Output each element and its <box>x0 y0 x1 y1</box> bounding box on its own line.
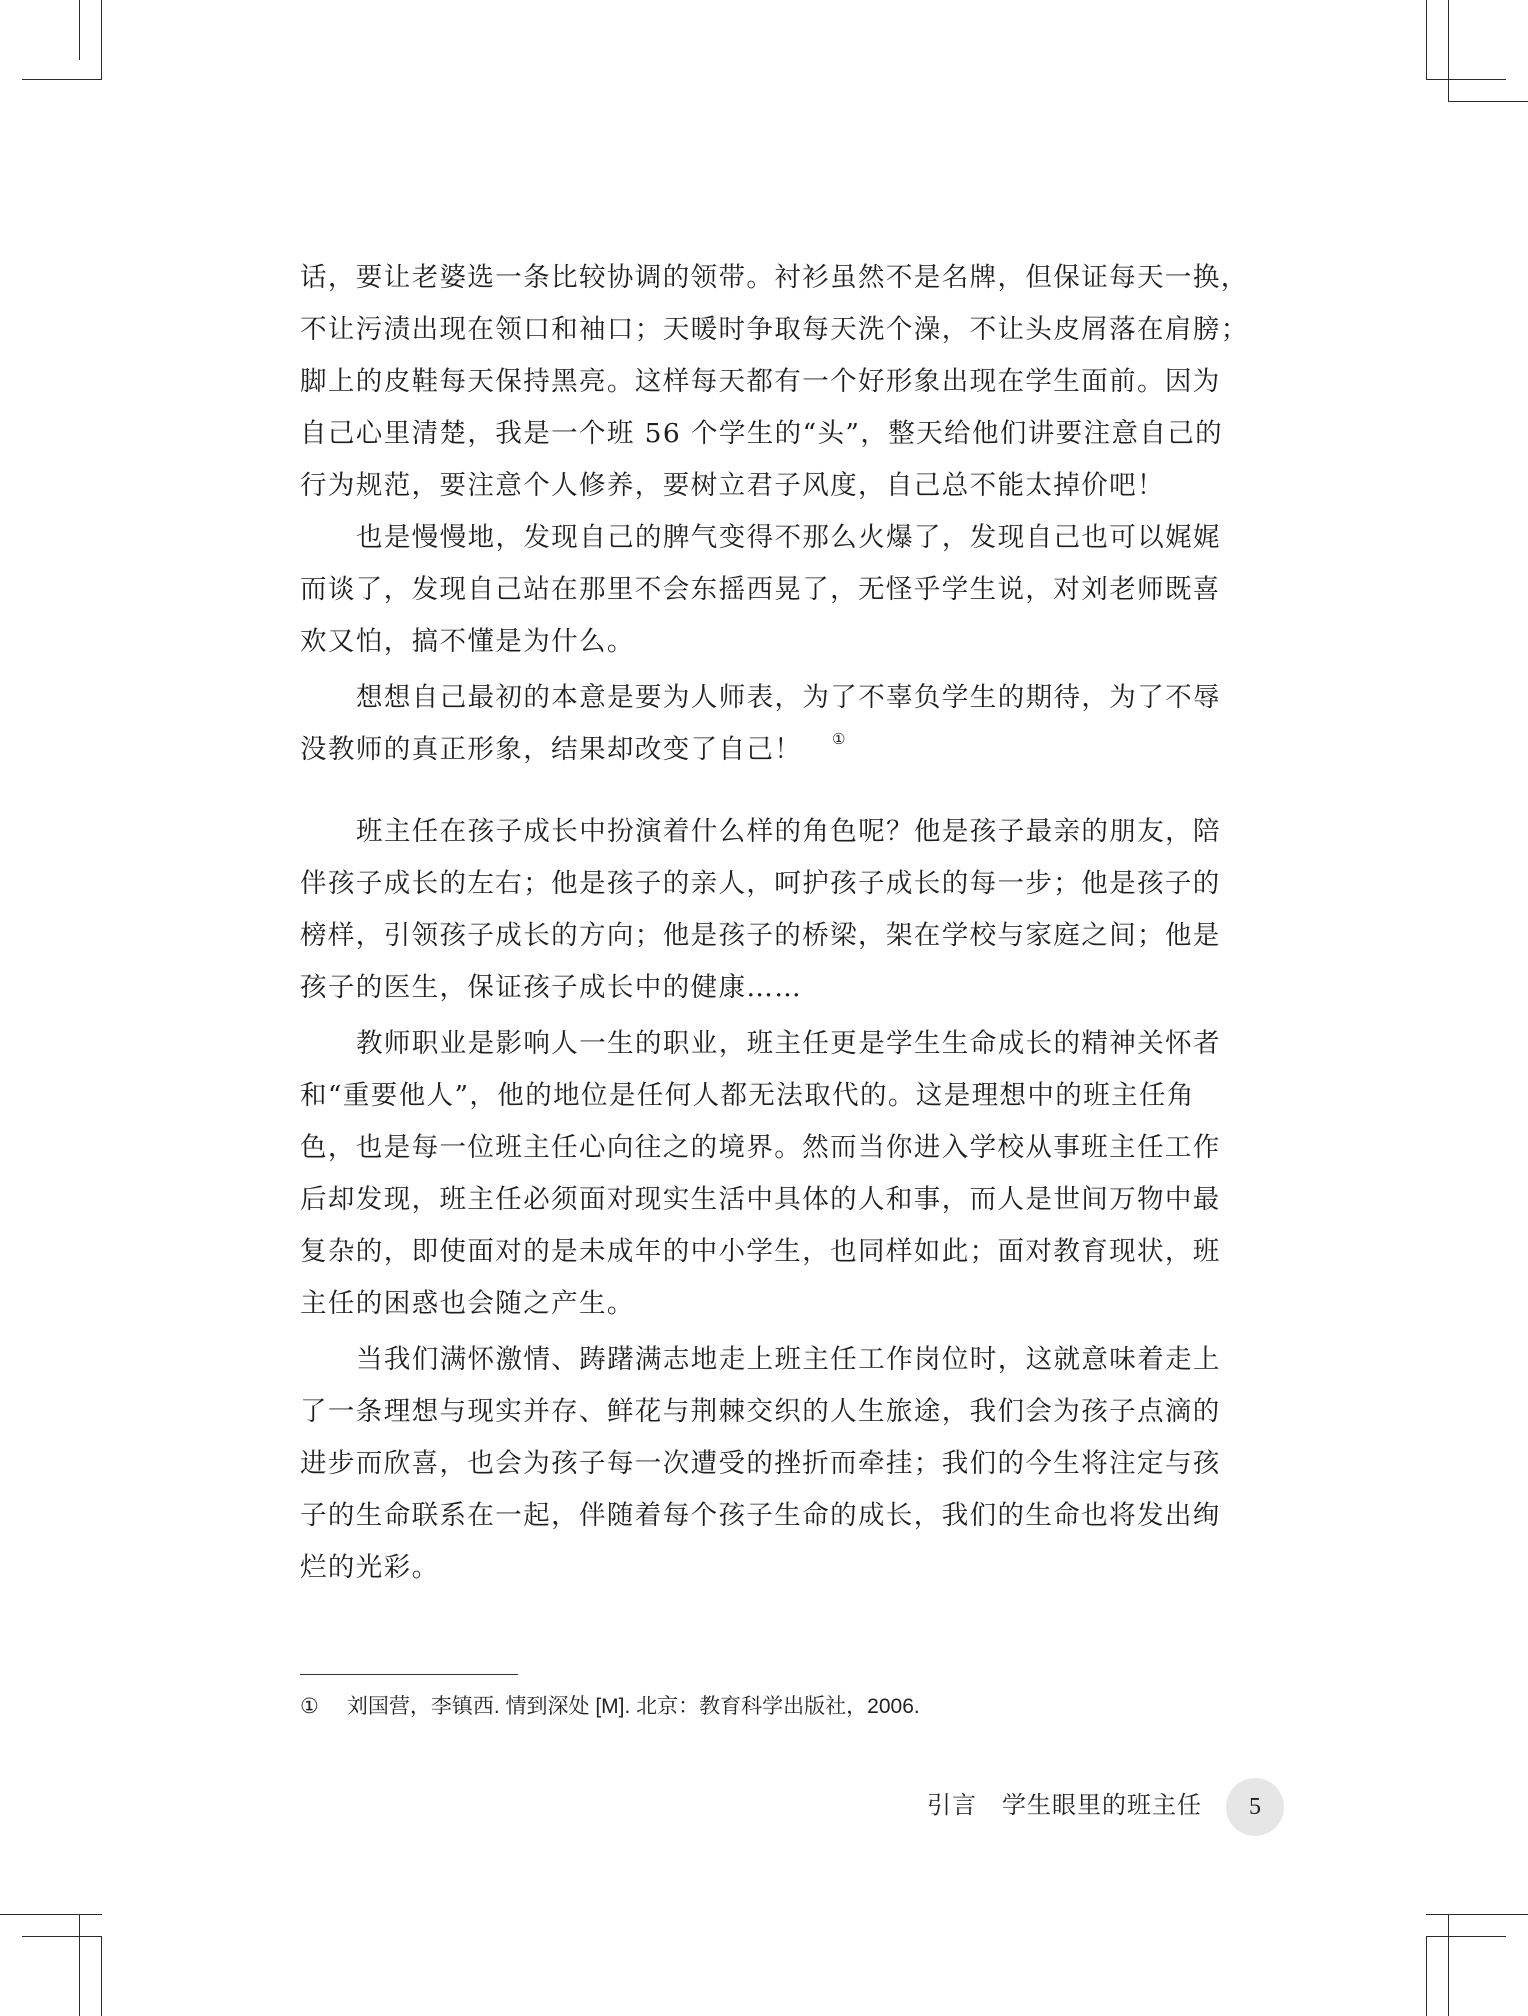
text-line: 主任的困惑也会随之产生。 <box>300 1288 635 1319</box>
text-line: 班主任在孩子成长中扮演着什么样的角色呢？他是孩子最亲的朋友，陪 <box>356 816 1221 847</box>
crop-mark <box>22 79 102 80</box>
text-line: 欢又怕，搞不懂是为什么。 <box>300 626 635 657</box>
crop-mark <box>101 1936 102 2016</box>
text-line: 没教师的真正形象，结果却改变了自己！ <box>300 734 803 765</box>
crop-mark <box>1448 101 1528 102</box>
crop-mark <box>79 1914 80 2016</box>
crop-mark <box>101 0 102 80</box>
footnote-rule <box>300 1674 518 1675</box>
text-line: 不让污渍出现在领口和袖口；天暖时争取每天洗个澡，不让头皮屑落在肩膀； <box>300 314 1249 345</box>
running-head: 引言 学生眼里的班主任 <box>927 1792 1202 1819</box>
text-line: 行为规范，要注意个人修养，要树立君子风度，自己总不能太掉价吧！ <box>300 470 1165 501</box>
crop-mark <box>1426 1914 1528 1915</box>
text-line: 榜样，引领孩子成长的方向；他是孩子的桥梁，架在学校与家庭之间；他是 <box>300 920 1221 951</box>
text-line: 了一条理想与现实并存、鲜花与荆棘交织的人生旅途，我们会为孩子点滴的 <box>300 1396 1221 1427</box>
text-line: 自己心里清楚，我是一个班 56 个学生的“头”，整天给他们讲要注意自己的 <box>300 418 1224 449</box>
footnote-number: ① <box>300 1695 319 1718</box>
footnote-reference: ① <box>832 730 846 748</box>
text-line: 伴孩子成长的左右；他是孩子的亲人，呵护孩子成长的每一步；他是孩子的 <box>300 868 1221 899</box>
text-line: 孩子的医生，保证孩子成长中的健康…… <box>300 972 803 1003</box>
text-line: 脚上的皮鞋每天保持黑亮。这样每天都有一个好形象出现在学生面前。因为 <box>300 366 1221 397</box>
text-line: 话，要让老婆选一条比较协调的领带。衬衫虽然不是名牌，但保证每天一换， <box>300 262 1249 293</box>
footnote <box>300 1690 920 1724</box>
text-line: 复杂的，即使面对的是未成年的中小学生，也同样如此；面对教育现状，班 <box>300 1236 1221 1267</box>
text-line: 教师职业是影响人一生的职业，班主任更是学生生命成长的精神关怀者 <box>356 1028 1221 1059</box>
text-line: 也是慢慢地，发现自己的脾气变得不那么火爆了，发现自己也可以娓娓 <box>356 522 1221 553</box>
crop-mark <box>1426 79 1506 80</box>
crop-mark <box>1426 1936 1506 1937</box>
text-line: 烂的光彩。 <box>300 1552 440 1583</box>
text-line: 色，也是每一位班主任心向往之的境界。然而当你进入学校从事班主任工作 <box>300 1132 1221 1163</box>
crop-mark <box>0 1914 102 1915</box>
text-line: 想想自己最初的本意是要为人师表，为了不辜负学生的期待，为了不辱 <box>356 682 1221 713</box>
text-line: 子的生命联系在一起，伴随着每个孩子生命的成长，我们的生命也将发出绚 <box>300 1500 1221 1531</box>
crop-mark <box>1426 1936 1427 2016</box>
crop-mark <box>1448 1914 1449 2016</box>
footnote-text: 刘国营，李镇西. 情到深处 [M]. 北京：教育科学出版社，2006. <box>346 1695 920 1718</box>
crop-mark <box>22 1936 102 1937</box>
crop-mark <box>1426 0 1427 80</box>
text-line: 和“重要他人”，他的地位是任何人都无法取代的。这是理想中的班主任角 <box>300 1080 1195 1111</box>
crop-mark <box>1448 0 1449 102</box>
crop-mark <box>79 0 80 60</box>
text-line: 当我们满怀激情、踌躇满志地走上班主任工作岗位时，这就意味着走上 <box>356 1344 1221 1375</box>
text-line: 而谈了，发现自己站在那里不会东摇西晃了，无怪乎学生说，对刘老师既喜 <box>300 574 1221 605</box>
text-line: 进步而欣喜，也会为孩子每一次遭受的挫折而牵挂；我们的今生将注定与孩 <box>300 1448 1221 1479</box>
page-number: 5 <box>1226 1778 1284 1836</box>
text-line: 后却发现，班主任必须面对现实生活中具体的人和事，而人是世间万物中最 <box>300 1184 1221 1215</box>
